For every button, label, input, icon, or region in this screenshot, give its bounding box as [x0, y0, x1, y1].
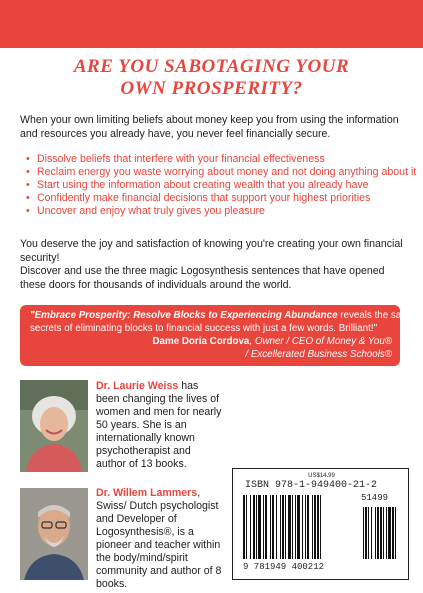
author-name-willem-lammers: Dr. Willem Lammers — [96, 487, 198, 499]
bullet-icon: • — [26, 205, 30, 217]
headline-line-2: OWN PROSPERITY? — [120, 78, 303, 99]
benefit-item: • Confidently make financial decisions that support your highest priorities — [26, 192, 371, 204]
bullet-icon: • — [26, 192, 30, 204]
quote-text-1: reveals the savvy — [337, 310, 416, 321]
bullet-icon: • — [26, 166, 30, 178]
benefit-item: • Reclaim energy you waste worrying about money and not doing anything about it — [26, 166, 417, 178]
portrait-woman-icon — [20, 380, 88, 472]
quote-author: Dame Doria Cordova — [152, 336, 250, 347]
author-photo-willem-lammers — [20, 488, 88, 580]
headline-line-1: ARE YOU SABOTAGING YOUR — [73, 56, 350, 77]
quote-text-2: secrets of eliminating blocks to financial success with just a few words. Brilliant!" — [30, 323, 378, 334]
intro-paragraph: When your own limiting beliefs about money keep you from using the information and resources you already have, you never feel financially secure. — [20, 114, 399, 140]
isbn-barcode-panel — [232, 468, 409, 580]
barcode-digits: 9 781949 400212 — [243, 562, 325, 572]
bio-willem-lammers-text: , Swiss/ Dutch psychologist and Developer of Logosynthesis®, is a pioneer and teacher within the body/mind/spirit community and author of 8 books. — [96, 487, 222, 590]
bio-laurie-weiss-text: has been changing the lives of women and men for nearly 50 years. She is an internationally known psychotherapist and author of 13 books. — [96, 380, 222, 470]
headline — [0, 56, 423, 100]
quote-author-role-2: / Excellerated Business Schools® — [245, 349, 392, 360]
bio-laurie-weiss — [96, 380, 222, 471]
bio-willem-lammers — [96, 487, 222, 591]
quote-author-role: , Owner / CEO of Money & You® — [249, 336, 392, 347]
benefit-item: • Uncover and enjoy what truly gives you pleasure — [26, 205, 265, 217]
price-label: US$14.99 — [308, 473, 335, 479]
author-name-laurie-weiss: Dr. Laurie Weiss — [96, 380, 179, 392]
benefit-list — [26, 153, 416, 218]
discover-paragraph: Discover and use the three magic Logosynthesis sentences that have opened these doors for thousands of individuals around the world. — [20, 265, 385, 291]
top-color-band — [0, 0, 423, 48]
quote-book-title: "Embrace Prosperity: Resolve Blocks to Experiencing Abundance — [30, 310, 338, 321]
bullet-icon: • — [26, 153, 30, 165]
barcode-addon-digits: 51499 — [361, 493, 389, 503]
benefit-item: • Dissolve beliefs that interfere with your financial effectiveness — [26, 153, 325, 165]
testimonial-box — [20, 305, 416, 366]
barcode-icon — [243, 495, 403, 563]
benefit-item: • Start using the information about creating wealth that you already have — [26, 179, 369, 191]
portrait-man-icon — [20, 488, 88, 580]
isbn-label: ISBN 978-1-949400-21-2 — [245, 480, 378, 491]
joy-paragraph: You deserve the joy and satisfaction of knowing you're creating your own financial security! — [20, 238, 403, 264]
bullet-icon: • — [26, 179, 30, 191]
author-photo-laurie-weiss — [20, 380, 88, 472]
